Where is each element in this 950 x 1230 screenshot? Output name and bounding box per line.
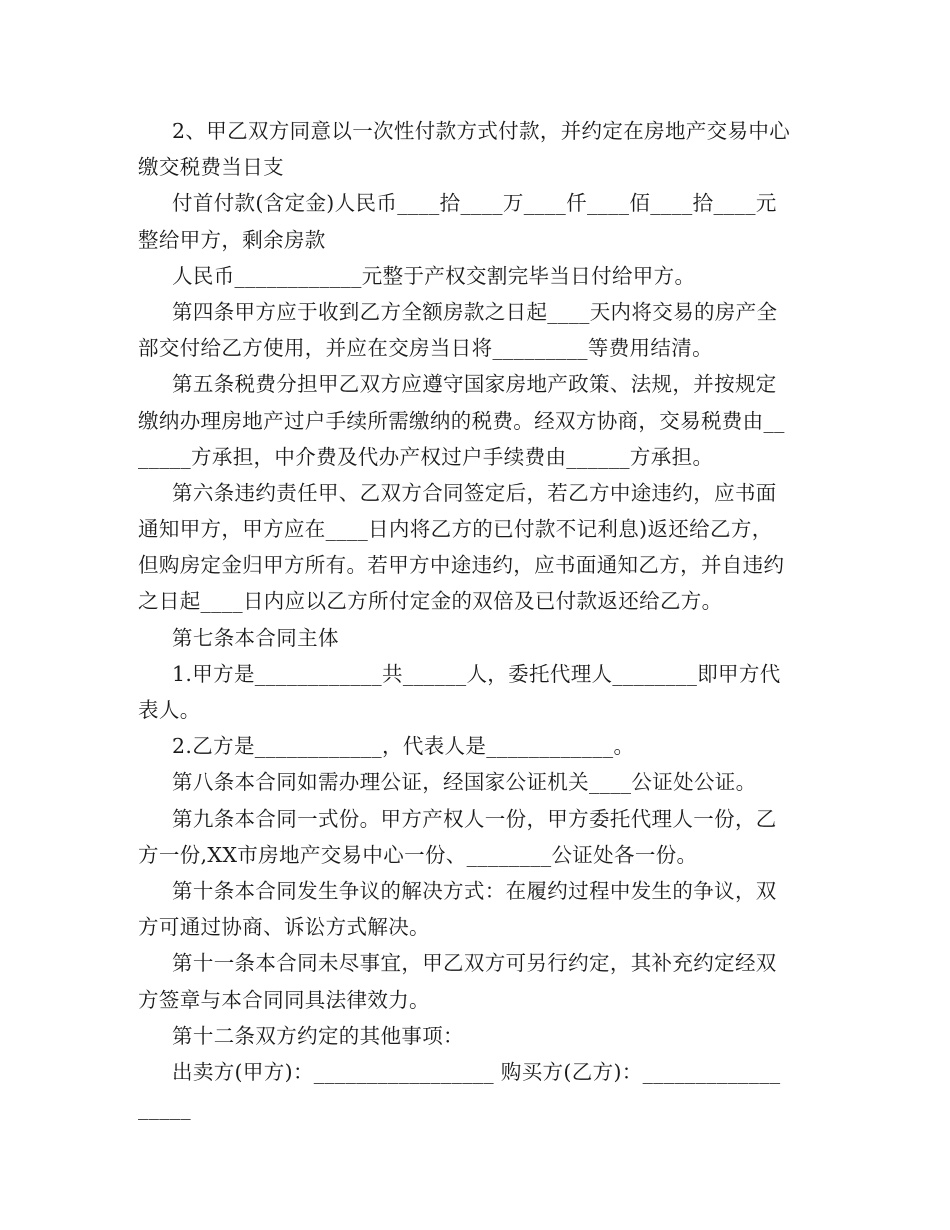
text-line: 付首付款(含定金)人民币____拾____万____仟____佰____拾____元 [172, 191, 777, 216]
text-line: 第十条本合同发生争议的解决方式：在履约过程中发生的争议，双 [172, 878, 777, 903]
text-line: 第八条本合同如需办理公证，经国家公证机关____公证处公证。 [172, 770, 757, 795]
text-line: 整给甲方，剩余房款 [138, 227, 326, 252]
text-line: 通知甲方，甲方应在____日内将乙方的已付款不记利息)返还给乙方， [138, 517, 773, 542]
text-line: 缴纳办理房地产过户手续所需缴纳的税费。经双方协商，交易税费由__ [138, 408, 785, 433]
contract-body [138, 113, 814, 1126]
text-line: 第十一条本合同未尽事宜，甲乙双方可另行约定，其补充约定经双 [172, 951, 777, 976]
text-line: 第十二条双方约定的其他事项： [172, 1023, 464, 1048]
text-line: 之日起____日内应以乙方所付定金的双倍及已付款返还给乙方。 [138, 589, 723, 614]
signature-line: 出卖方(甲方)：_________________ 购买方(乙方)：_____________ [172, 1059, 781, 1084]
text-line: 第六条违约责任甲、乙双方合同签定后，若乙方中途违约，应书面 [172, 480, 777, 505]
text-line: 方一份,XX市房地产交易中心一份、________公证处各一份。 [138, 842, 698, 867]
signature-line: _____ [138, 1096, 191, 1121]
text-line: 部交付给乙方使用，并应在交房当日将_________等费用结清。 [138, 336, 713, 361]
text-line: 表人。 [138, 698, 201, 722]
text-line: 缴交税费当日支 [138, 155, 284, 180]
text-line: 第四条甲方应于收到乙方全额房款之日起____天内将交易的房产全 [172, 299, 778, 324]
text-line: 1.甲方是____________共______人，委托代理人________即甲方代 [172, 661, 781, 686]
text-line: 2.乙方是____________，代表人是____________。 [172, 734, 635, 759]
text-line: _____方承担，中介费及代办产权过户手续费由______方承担。 [138, 444, 714, 469]
text-line: 2、甲乙双方同意以一次性付款方式付款，并约定在房地产交易中心 [172, 119, 791, 143]
text-line: 方可通过协商、诉讼方式解决。 [138, 915, 430, 940]
section-heading: 第七条本合同主体 [172, 625, 339, 650]
text-line: 第五条税费分担甲乙双方应遵守国家房地产政策、法规，并按规定 [172, 372, 777, 397]
text-line: 第九条本合同一式份。甲方产权人一份，甲方委托代理人一份，乙 [172, 806, 777, 831]
text-line: 方签章与本合同同具法律效力。 [138, 987, 430, 1012]
text-line: 但购房定金归甲方所有。若甲方中途违约，应书面通知乙方，并自违约 [138, 553, 785, 578]
text-line: 人民币____________元整于产权交割完毕当日付给甲方。 [172, 263, 696, 288]
